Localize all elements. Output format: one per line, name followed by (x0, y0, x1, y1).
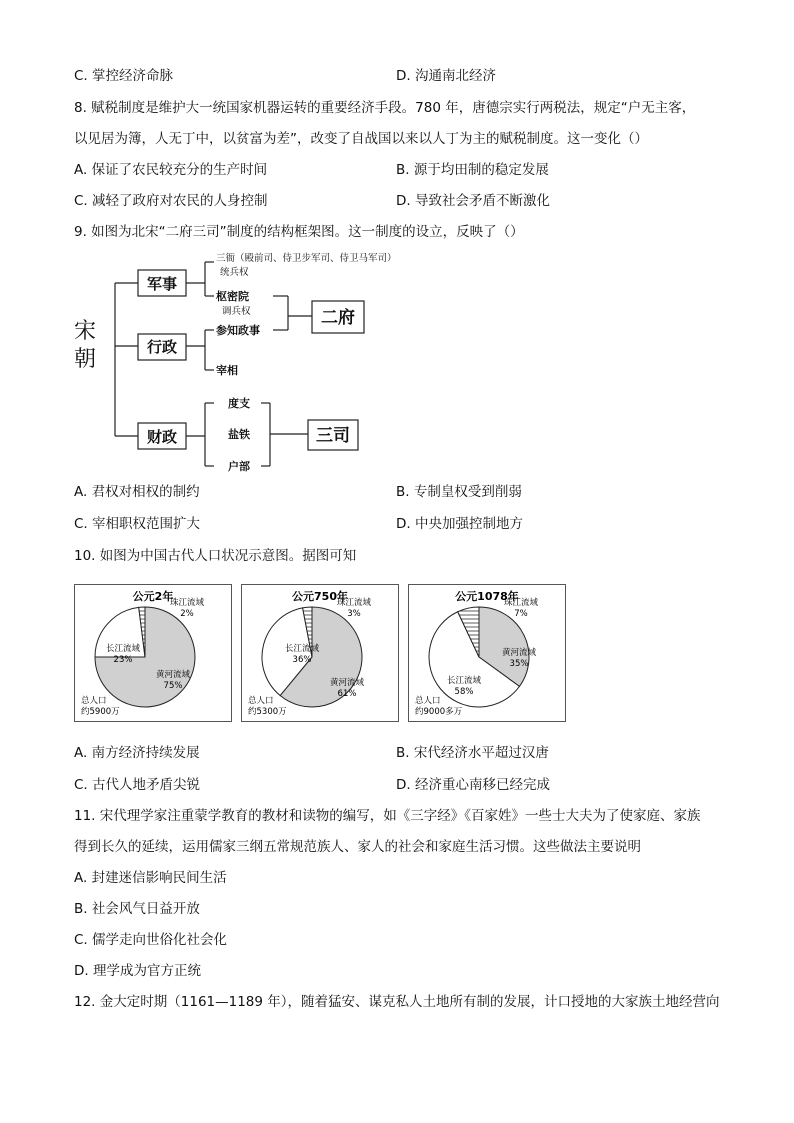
q10-option-d: D. 经济重心南移已经完成 (396, 777, 550, 793)
pie-chart-1 (75, 585, 231, 721)
pie-total-population: 约5900万 (81, 707, 120, 717)
pie-slice-label: 珠江流域 (336, 598, 372, 608)
pie-chart-2 (242, 585, 398, 721)
pie-chart-3 (409, 585, 565, 721)
pie-slice-label: 黄河流域 (155, 670, 191, 680)
q10-option-b: B. 宋代经济水平超过汉唐 (396, 745, 549, 761)
pie-total-population: 约5300万 (248, 707, 287, 717)
pie-chart-panel-1 (74, 584, 232, 722)
pie-slice-label: 长江流域 (284, 644, 320, 654)
diagram-hubu: 户部 (228, 460, 250, 473)
q8-option-c: C. 减轻了政府对农民的人身控制 (74, 193, 268, 209)
pie-total-population: 约9000多万 (415, 707, 463, 717)
diagram-root-label: 宋 (74, 319, 97, 344)
diagram-yantie: 盐铁 (228, 428, 250, 441)
q9-stem: 9. 如图为北宋“二府三司”制度的结构框架图。这一制度的设立，反映了（） (74, 224, 524, 240)
pie-chart-panel-2 (241, 584, 399, 722)
diagram-admin-box: 行政 (146, 338, 178, 356)
pie-title: 公元1078年 (455, 590, 519, 603)
pie-slice-value: 2% (180, 609, 194, 619)
pie-title: 公元750年 (292, 590, 348, 603)
q8-stem-line1: 8. 赋税制度是维护大一统国家机器运转的重要经济手段。780 年，唐德宗实行两税法，规定“户无主客， (74, 100, 696, 116)
pie-slice-value: 61% (337, 689, 357, 699)
pie-slice-value: 58% (454, 687, 474, 697)
diagram-erfu-box: 二府 (321, 308, 355, 328)
q11-option-b: B. 社会风气日益开放 (74, 901, 200, 917)
pie-total-population: 总人口 (248, 696, 274, 706)
diagram-sanya: 三衙（殿前司、侍卫步军司、侍卫马军司） (216, 253, 397, 264)
q7-option-d: D. 沟通南北经济 (396, 68, 496, 84)
q8-stem-line2: 以见居为簿，人无丁中，以贫富为差”，改变了自战国以来以人丁为主的赋税制度。这一变化（） (74, 131, 648, 147)
diagram-sanya-power: 统兵权 (220, 267, 249, 278)
q8-option-b: B. 源于均田制的稳定发展 (396, 162, 549, 178)
diagram-root-label-2: 朝 (74, 347, 97, 372)
pie-slice-value: 75% (163, 681, 183, 691)
pie-slice-label: 黄河流域 (501, 648, 537, 658)
q11-option-c: C. 儒学走向世俗化社会化 (74, 932, 228, 948)
diagram-finance-box: 财政 (146, 428, 178, 446)
q8-option-a: A. 保证了农民较充分的生产时间 (74, 162, 268, 178)
q12-stem-line1: 12. 金大定时期（1161—1189 年），随着猛安、谋克私人土地所有制的发展，计口授地的大家族土地经营向 (74, 994, 720, 1010)
pie-slice-label: 长江流域 (446, 676, 482, 686)
pie-slice-label: 珠江流域 (169, 598, 205, 608)
pie-slice-label: 黄河流域 (329, 678, 365, 688)
q9-option-c: C. 宰相职权范围扩大 (74, 516, 201, 532)
pie-total-population: 总人口 (81, 696, 107, 706)
q11-stem-line1: 11. 宋代理学家注重蒙学教育的教材和读物的编写，如《三字经》《百家姓》一些士大夫为了使家庭、家族 (74, 808, 701, 824)
q11-option-a: A. 封建迷信影响民间生活 (74, 870, 227, 886)
diagram-duzhi: 度支 (228, 397, 250, 410)
diagram-zaixiang: 宰相 (216, 364, 238, 377)
pie-slice-value: 3% (347, 609, 361, 619)
q9-option-d: D. 中央加强控制地方 (396, 516, 523, 532)
q10-option-c: C. 古代人地矛盾尖锐 (74, 777, 201, 793)
q11-option-d: D. 理学成为官方正统 (74, 963, 201, 979)
pie-total-population: 总人口 (415, 696, 441, 706)
q7-option-c: C. 掌控经济命脉 (74, 68, 174, 84)
q11-stem-line2: 得到长久的延续，运用儒家三纲五常规范族人、家人的社会和家庭生活习惯。这些做法主要说明 (74, 839, 641, 855)
pie-slice-value: 23% (113, 655, 133, 665)
pie-title: 公元2年 (132, 590, 174, 603)
diagram-military-box: 军事 (146, 275, 178, 293)
diagram-canzhi: 参知政事 (216, 324, 260, 337)
diagram-sansi-box: 三司 (316, 426, 350, 446)
q9-option-a: A. 君权对相权的制约 (74, 484, 200, 500)
pie-slice-label: 珠江流域 (503, 598, 539, 608)
q8-option-d: D. 导致社会矛盾不断激化 (396, 193, 550, 209)
pie-slice-value: 35% (509, 659, 529, 669)
pie-chart-panel-3 (408, 584, 566, 722)
q9-option-b: B. 专制皇权受到削弱 (396, 484, 522, 500)
pie-slice-value: 36% (292, 655, 312, 665)
q10-option-a: A. 南方经济持续发展 (74, 745, 200, 761)
song-government-diagram (70, 248, 450, 476)
pie-slice-value: 7% (514, 609, 528, 619)
diagram-shumi-power: 调兵权 (222, 306, 251, 317)
q10-stem: 10. 如图为中国古代人口状况示意图。据图可知 (74, 548, 357, 564)
pie-slice-label: 长江流域 (105, 644, 141, 654)
diagram-shumi: 枢密院 (216, 290, 249, 303)
